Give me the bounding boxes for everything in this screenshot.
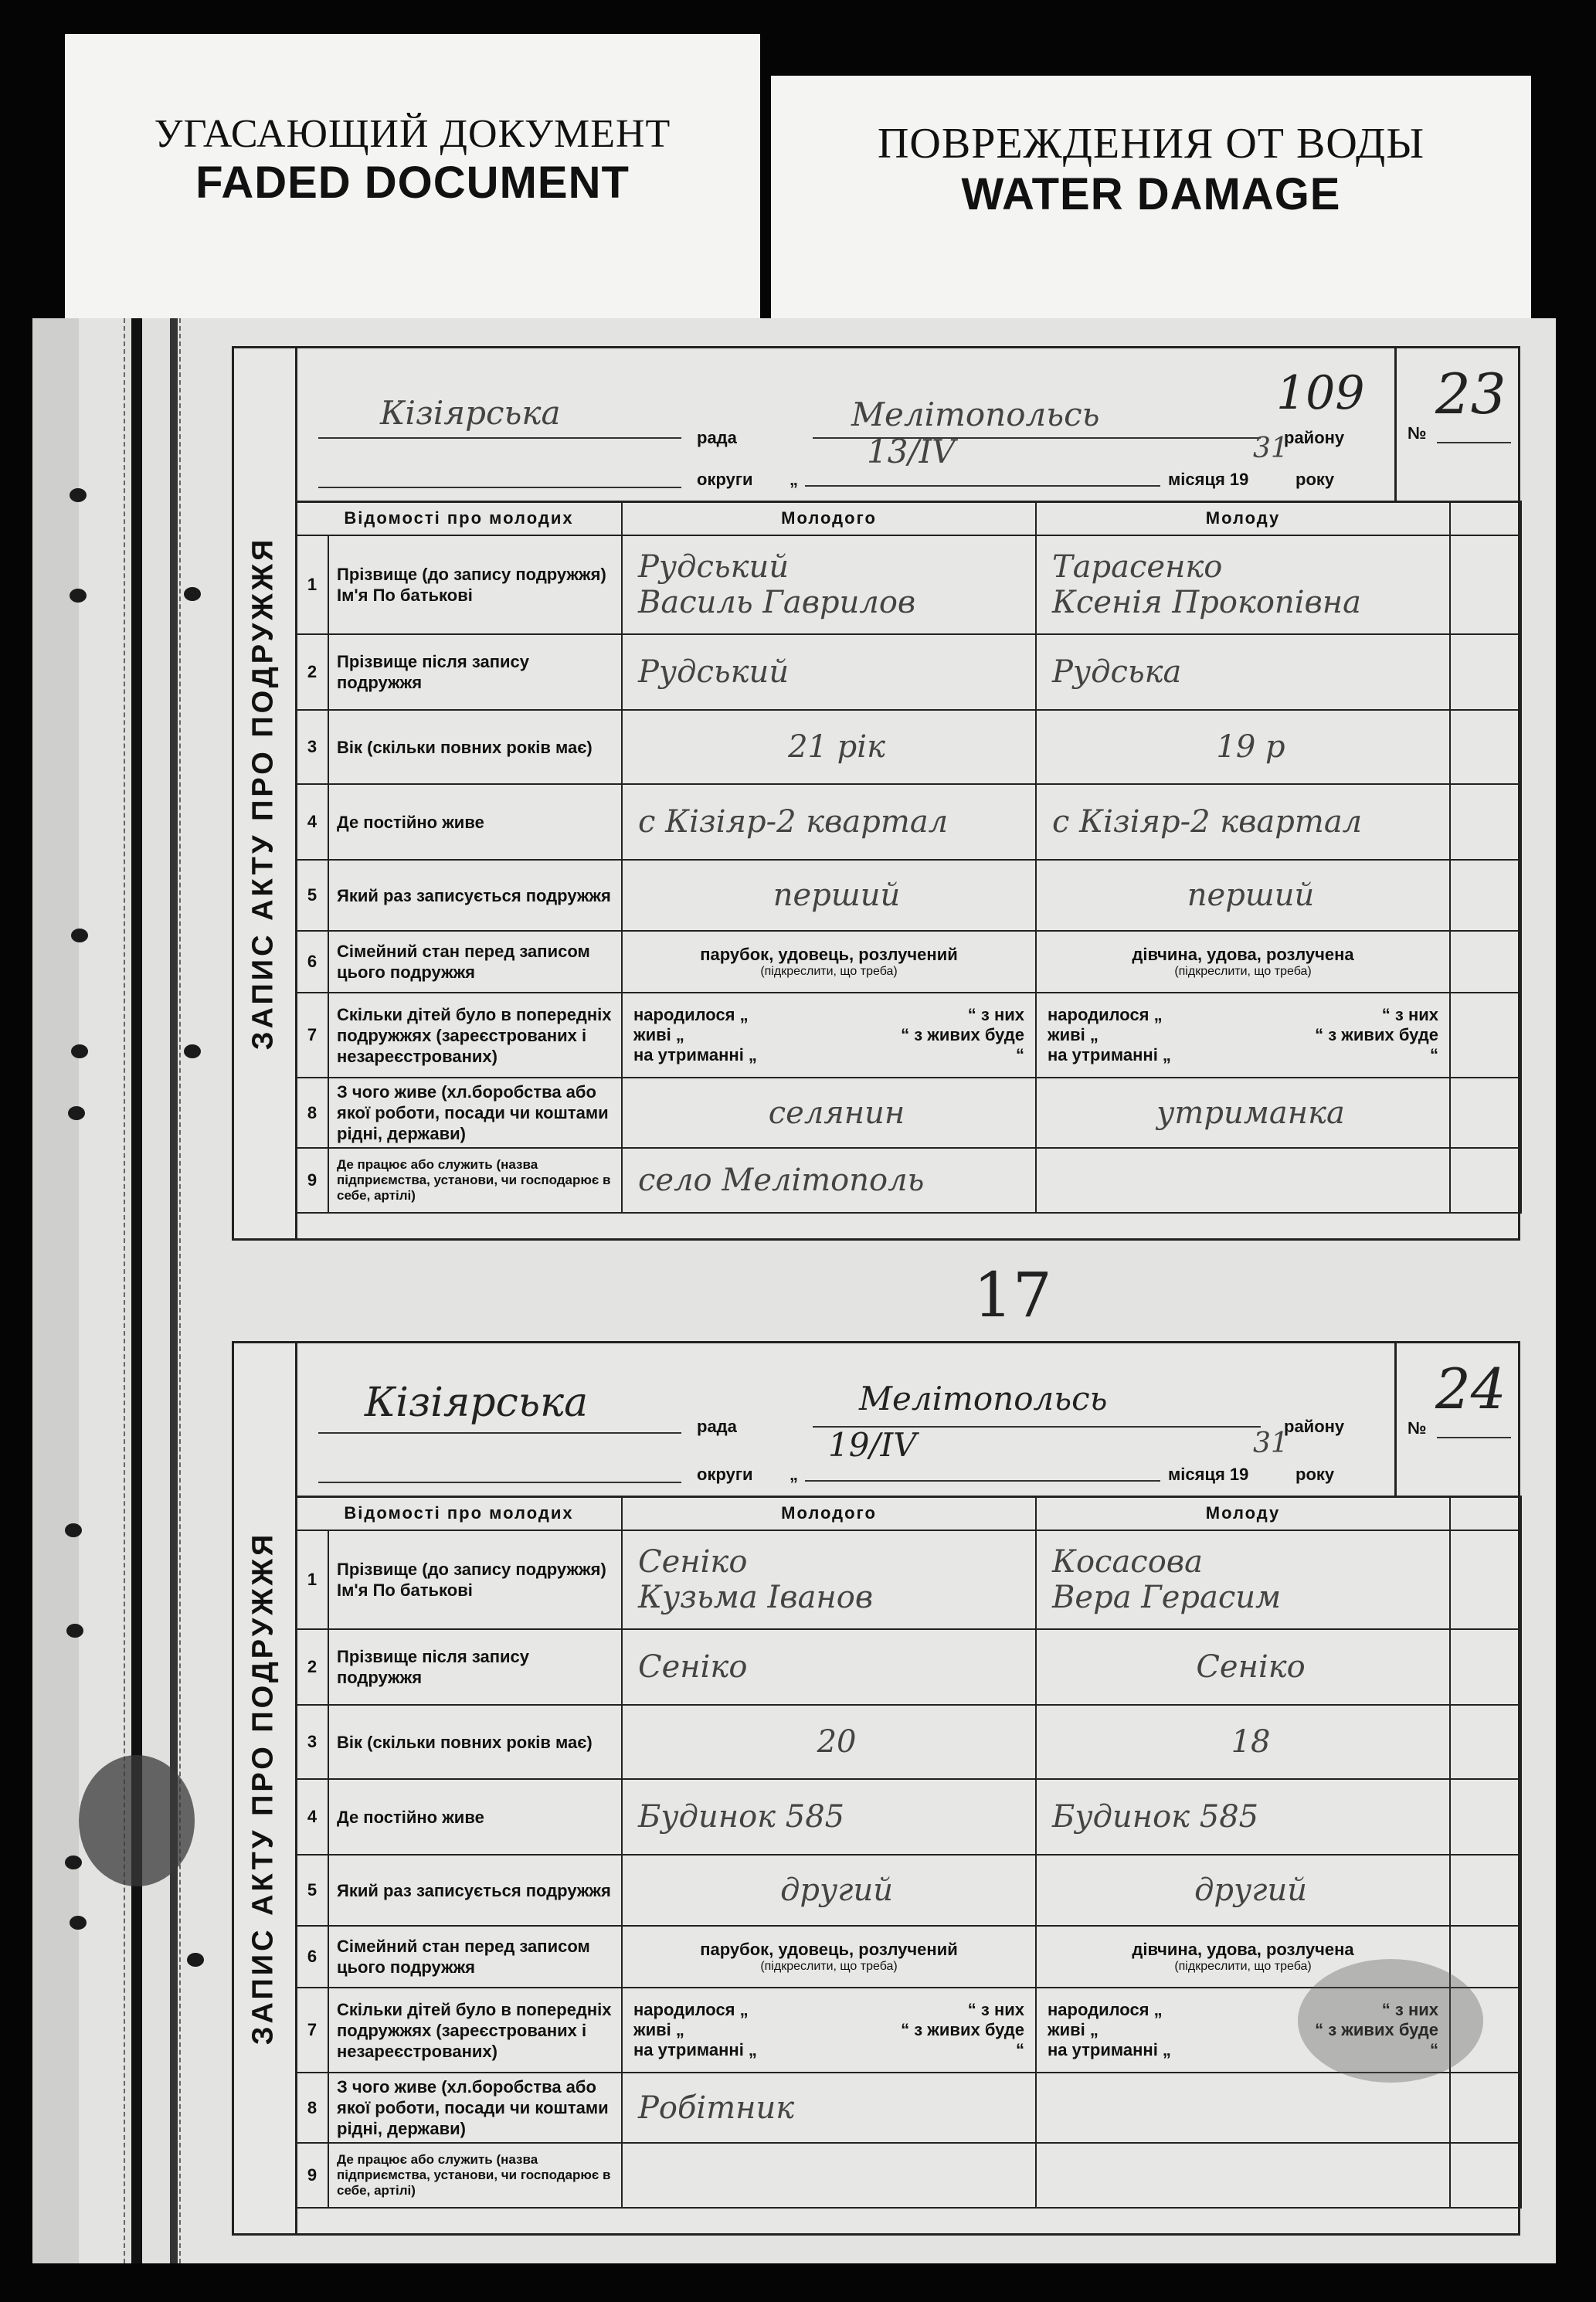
- faded-label-ru: УГАСАЮЩИЙ ДОКУМЕНТ: [154, 112, 671, 156]
- bride-age: 18: [1036, 1705, 1450, 1779]
- bride-surname-after: Рудська: [1036, 634, 1450, 710]
- row-label-children: Скільки дітей було в попередніх подружжях (зареєстрованих і незареєстрованих): [328, 993, 622, 1078]
- bride-workplace: [1036, 1148, 1450, 1213]
- year-label: року: [1295, 1465, 1335, 1484]
- day-value: 13/IV: [867, 433, 956, 470]
- okruhy-label: округи: [697, 1465, 753, 1484]
- row-label-marriage-count: Який раз записується подружжя: [328, 1855, 622, 1926]
- row-label-children: Скільки дітей було в попередніх подружжях (зареєстрованих і незареєстрованих): [328, 1988, 622, 2073]
- row-label-age: Вік (скільки повних років має): [328, 710, 622, 784]
- col-bride-header: Молоду: [1036, 501, 1450, 535]
- day-value: 19/IV: [828, 1426, 917, 1464]
- groom-marriage-count: другий: [622, 1855, 1036, 1926]
- groom-children: народилося „ “ з них живі „ “ з живих буде на утриманні „ “: [622, 1988, 1036, 2073]
- groom-age: 21 рік: [622, 710, 1036, 784]
- groom-children: народилося „ “ з них живі „ “ з живих буде на утриманні „ “: [622, 993, 1036, 1078]
- year-value: 31: [1253, 1428, 1289, 1459]
- bride-name: Косасова Вера Герасим: [1036, 1530, 1450, 1629]
- groom-livelihood: Робітник: [622, 2073, 1036, 2143]
- bride-surname-after: Сеніко: [1036, 1629, 1450, 1705]
- groom-residence: с Кізіяр-2 квартал: [622, 784, 1036, 860]
- row-label-status: Сімейний стан перед записом цього подружжя: [328, 1926, 622, 1988]
- groom-workplace: село Мелітополь: [622, 1148, 1036, 1213]
- groom-age: 20: [622, 1705, 1036, 1779]
- record-number-box: № 24: [1394, 1341, 1520, 1496]
- col-info-header: Відомості про молодих: [296, 501, 622, 535]
- row-label-name: Прізвище (до запису подружжя) Ім'я По батькові: [328, 1530, 622, 1629]
- rada-value: Кізіярська: [380, 394, 561, 432]
- water-stain: [1298, 1959, 1483, 2083]
- rada-label: рада: [697, 428, 737, 447]
- month-label: місяця 19: [1168, 470, 1249, 489]
- row-label-workplace: Де працює або служить (назва підприємства, установи, чи господарює в себе, артілі): [328, 1148, 622, 1213]
- record-table: Відомості про молодих Молодого Молоду 1 Прізвище (до запису подружжя) Ім'я По батькові Сеніко Кузьма Іванов Косасова Вера Герасим 2 Прізвище після запису подружжя Сеніко Сеніко 3 Вік (скільки повних років має) 20 18 4 Де постійно живе Будинок 585 Будинок 585 5 Який раз записується подружжя другий другий 6 Сімейний стан перед записом цього подружжя парубок, удовець, розлучений (підкреслити, що треба) дівчина, удова, розлучена (підкреслити, що треба) 7 Скільки дітей було в попередніх подружжях (зареєстрованих і незареєстрованих) народилося „ “ з них живі „ “ з живих буде на утриманні „ “ народилося „ “ з них живі „ “ з живих буде на утриманні „ “ 8 З чого живе (хл.боробства або якої роботи, посади чи коштами рідні, держави) Робітник 9 Де працює або служить (назва підприємства, установи, чи господарює в себе, артілі): [295, 1496, 1522, 2209]
- groom-surname-after: Сеніко: [622, 1629, 1036, 1705]
- water-label-ru: ПОВРЕЖДЕНИЯ ОТ ВОДЫ: [877, 120, 1425, 168]
- bride-residence: с Кізіяр-2 квартал: [1036, 784, 1450, 860]
- bride-livelihood: [1036, 2073, 1450, 2143]
- bride-marriage-count: другий: [1036, 1855, 1450, 1926]
- raion-extra-value: 109: [1276, 366, 1365, 420]
- handwritten-page-number: 17: [973, 1259, 1052, 1331]
- bride-livelihood: утриманка: [1036, 1078, 1450, 1148]
- row-label-workplace: Де працює або служить (назва підприємства, установи, чи господарює в себе, артілі): [328, 2143, 622, 2208]
- bride-name: Тарасенко Ксенія Прокопівна: [1036, 535, 1450, 634]
- marriage-record-form-1: [232, 346, 1520, 1241]
- row-label-livelihood: З чого живе (хл.боробства або якої роботи, посади чи коштами рідні, держави): [328, 2073, 622, 2143]
- faded-document-label: [65, 34, 760, 320]
- row-label-surname-after: Прізвище після запису подружжя: [328, 1629, 622, 1705]
- bride-status: дівчина, удова, розлучена (підкреслити, що треба): [1036, 1926, 1450, 1988]
- rada-value: Кізіярська: [365, 1380, 589, 1426]
- okruhy-label: округи: [697, 470, 753, 489]
- row-label-residence: Де постійно живе: [328, 784, 622, 860]
- groom-livelihood: селянин: [622, 1078, 1036, 1148]
- month-label: місяця 19: [1168, 1465, 1249, 1484]
- groom-status: парубок, удовець, розлучений (підкреслити, що треба): [622, 1926, 1036, 1988]
- bride-marriage-count: перший: [1036, 860, 1450, 931]
- year-value: 31: [1253, 433, 1289, 464]
- row-label-age: Вік (скільки повних років має): [328, 1705, 622, 1779]
- record-number: 23: [1435, 362, 1506, 426]
- row-label-name: Прізвище (до запису подружжя) Ім'я По батькові: [328, 535, 622, 634]
- water-label-en: WATER DAMAGE: [961, 169, 1341, 219]
- binding-strip: [32, 318, 210, 2263]
- bride-residence: Будинок 585: [1036, 1779, 1450, 1855]
- form-side-title: ЗАПИС АКТУ ПРО ПОДРУЖЖЯ: [232, 346, 297, 1241]
- year-label: року: [1295, 470, 1335, 489]
- col-groom-header: Молодого: [622, 501, 1036, 535]
- bride-children: народилося „ “ з них живі „ “ з живих буде на утриманні „ “: [1036, 993, 1450, 1078]
- groom-residence: Будинок 585: [622, 1779, 1036, 1855]
- form-header: Кізіярська рада Мелітопольсь району округи „ 19/IV місяця 19 31 року № 24: [295, 1341, 1520, 1498]
- raion-label: району: [1284, 428, 1345, 447]
- marriage-record-form-2: [232, 1341, 1520, 2236]
- groom-status: парубок, удовець, розлучений (підкреслити, що треба): [622, 931, 1036, 993]
- bride-status: дівчина, удова, розлучена (підкреслити, що треба): [1036, 931, 1450, 993]
- raion-label: району: [1284, 1417, 1345, 1436]
- faded-label-en: FADED DOCUMENT: [195, 158, 630, 208]
- col-groom-header: Молодого: [622, 1496, 1036, 1530]
- bride-children: народилося „ “ з них живі „ “ з живих буде на утриманні „ “: [1036, 1988, 1450, 2073]
- record-table: Відомості про молодих Молодого Молоду 1 Прізвище (до запису подружжя) Ім'я По батькові Рудський Василь Гаврилов Тарасенко Ксенія Прокопівна 2 Прізвище після запису подружжя Рудський Рудська 3 Вік (скільки повних років має) 21 рік 19 р 4 Де постійно живе с Кізіяр-2 квартал с Кізіяр-2 квартал 5 Який раз записується подружжя перший перший 6 Сімейний стан перед записом цього подружжя парубок, удовець, розлучений (підкреслити, що треба) дівчина, удова, розлучена (підкреслити, що треба) 7 Скільки дітей було в попередніх подружжях (зареєстрованих і незареєстрованих) народилося „ “ з них живі „ “ з живих буде на утриманні „ “ народилося „ “ з них живі „ “ з живих буде на утриманні „ “ 8 З чого живе (хл.боробства або якої роботи, посади чи коштами рідні, держави) селянин утриманка 9 Де працює або служить (назва підприємства, установи, чи господарює в себе, артілі) село Мелітополь: [295, 501, 1522, 1214]
- record-number-box: № 23: [1394, 346, 1520, 501]
- bride-age: 19 р: [1036, 710, 1450, 784]
- row-label-residence: Де постійно живе: [328, 1779, 622, 1855]
- groom-name: Сеніко Кузьма Іванов: [622, 1530, 1036, 1629]
- col-info-header: Відомості про молодих: [296, 1496, 622, 1530]
- row-label-marriage-count: Який раз записується подружжя: [328, 860, 622, 931]
- row-label-livelihood: З чого живе (хл.боробства або якої роботи, посади чи коштами рідні, держави): [328, 1078, 622, 1148]
- form-header: Кізіярська рада Мелітопольсь 109 району округи „ 13/IV місяця 19 31 року № 23: [295, 346, 1520, 503]
- row-label-surname-after: Прізвище після запису подружжя: [328, 634, 622, 710]
- raion-value: Мелітопольсь: [859, 1380, 1108, 1418]
- bride-workplace: [1036, 2143, 1450, 2208]
- groom-workplace: [622, 2143, 1036, 2208]
- water-damage-label: [771, 76, 1531, 323]
- groom-marriage-count: перший: [622, 860, 1036, 931]
- row-label-status: Сімейний стан перед записом цього подружжя: [328, 931, 622, 993]
- col-bride-header: Молоду: [1036, 1496, 1450, 1530]
- groom-surname-after: Рудський: [622, 634, 1036, 710]
- record-number: 24: [1435, 1356, 1506, 1421]
- form-side-title: ЗАПИС АКТУ ПРО ПОДРУЖЖЯ: [232, 1341, 297, 2236]
- rada-label: рада: [697, 1417, 737, 1436]
- raion-value: Мелітопольсь: [851, 396, 1100, 433]
- groom-name: Рудський Василь Гаврилов: [622, 535, 1036, 634]
